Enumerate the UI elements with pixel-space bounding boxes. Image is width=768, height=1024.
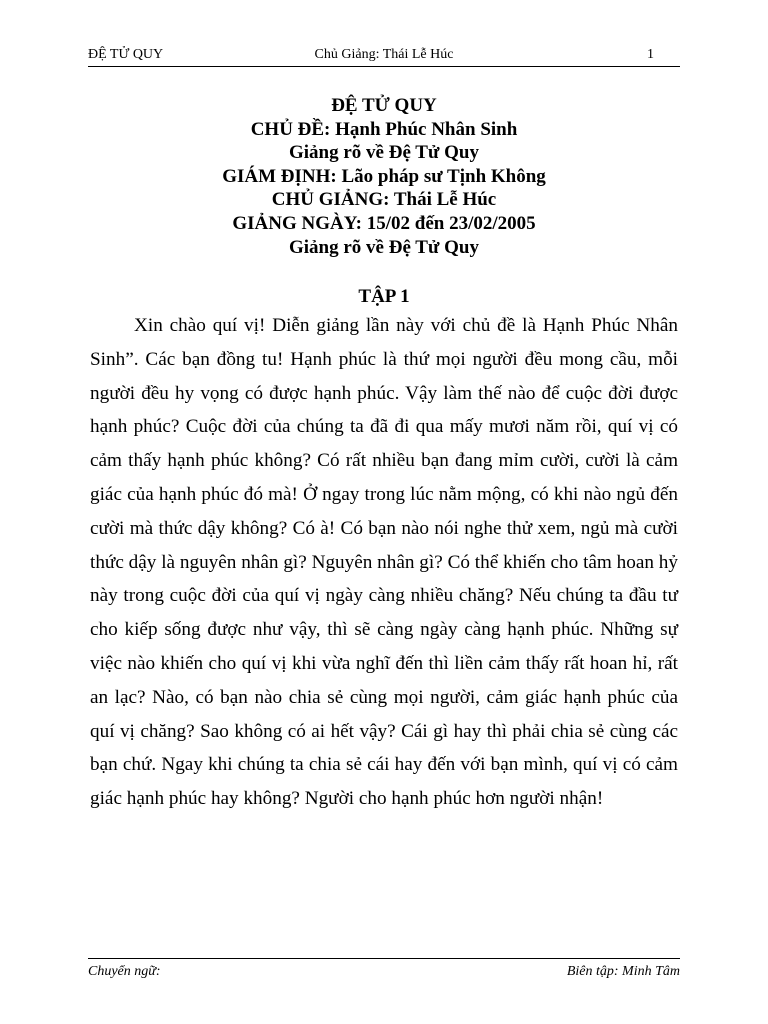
supervisor-line: GIÁM ĐỊNH: Lão pháp sư Tịnh Không (222, 165, 546, 187)
subtitle-line: Giảng rõ về Đệ Tử Quy (289, 142, 479, 164)
page-footer (88, 958, 680, 983)
main-title: ĐỆ TỬ QUY (331, 95, 437, 116)
lecturer-line: CHỦ GIẢNG: Thái Lễ Húc (271, 189, 497, 211)
header-page-number: 1 (647, 47, 654, 62)
footer-editor: Biên tập: Minh Tâm (566, 964, 680, 979)
chapter-heading: TẬP 1 (358, 286, 410, 307)
title-block (88, 94, 680, 259)
page-header (88, 46, 680, 67)
footer-translator: Chuyển ngữ: (88, 964, 161, 979)
header-book-title: ĐỆ TỬ QUY (88, 47, 164, 62)
body-paragraph: Xin chào quí vị! Diễn giảng lần này với chủ đề là Hạnh Phúc Nhân Sinh”. Các bạn đồng tu! Hạnh phúc là thứ mọi người đều mong cầu, mỗi người đều hy vọng có được hạnh phúc. Vậy làm thế nào để cuộc đời được hạnh phúc? Cuộc đời của chúng ta đã đi qua mấy mươi năm rồi, quí vị có cảm thấy hạnh phúc không? Có rất nhiều bạn đang mỉm cười, cười là cảm giác của hạnh phúc đó mà! Ở ngay trong lúc nằm mộng, có khi nào ngủ đến cười mà thức dậy không? Có à! Có bạn nào nói nghe thử xem, ngủ mà cười thức dậy là nguyên nhân gì? Nguyên nhân gì? Có thể khiến cho tâm hoan hỷ này trong cuộc đời của quí vị ngày càng nhiều chăng? Nếu chúng ta đầu tư cho kiếp sống được như vậy, thì sẽ càng ngày càng hạnh phúc. Những sự việc nào khiến cho quí vị khi vừa nghĩ đến thì liền cảm thấy rất hoan hỉ, rất an lạc? Nào, có bạn nào chia sẻ cùng mọi người, cảm giác hạnh phúc của quí vị chăng? Sao không có ai hết vậy? Cái gì hay thì phải chia sẻ cùng các bạn chứ. Ngay khi chúng ta chia sẻ cái hay đến với bạn mình, quí vị có cảm giác hạnh phúc hay không? Người cho hạnh phúc hơn người nhận! (90, 315, 678, 810)
header-lecturer: Chủ Giảng: Thái Lễ Húc (314, 47, 454, 62)
topic-line: CHỦ ĐỀ: Hạnh Phúc Nhân Sinh (250, 118, 518, 140)
date-line: GIẢNG NGÀY: 15/02 đến 23/02/2005 (232, 212, 536, 234)
subtitle-repeat-line: Giảng rõ về Đệ Tử Quy (289, 236, 479, 258)
